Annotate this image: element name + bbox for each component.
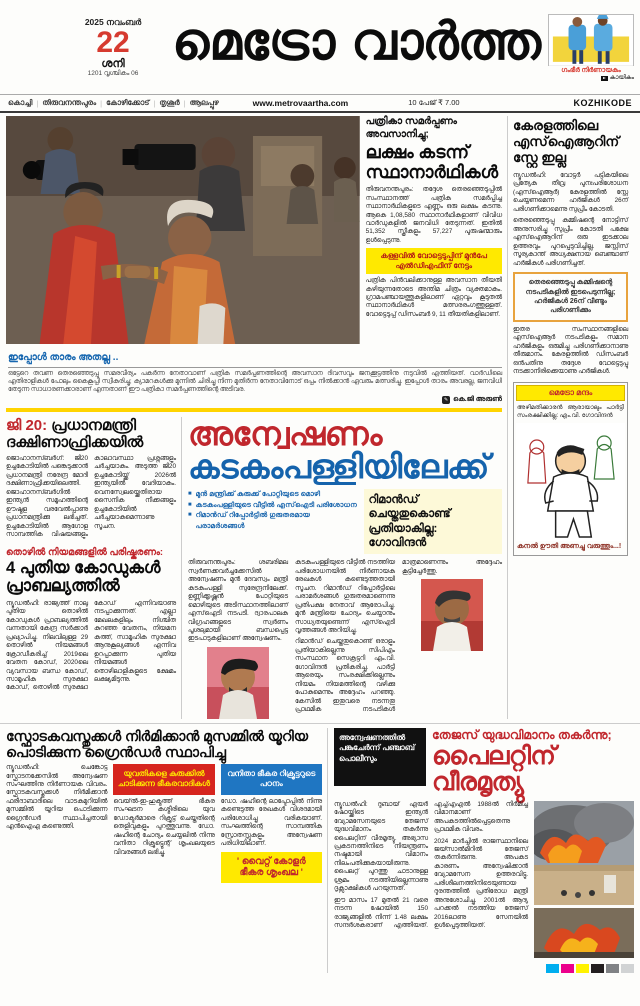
date-weekday: ശനി [101, 57, 125, 70]
promo-video-thumb[interactable] [548, 14, 634, 82]
govindan-portrait-photo [421, 579, 483, 651]
promo-caption: ഗംഭീർ നിർണായകം [561, 67, 621, 74]
reg-mark-lightgray [621, 964, 634, 973]
investigation-bullet-list [188, 489, 358, 555]
nav-city-tvm: തിരുവനന്തപുരം [42, 98, 97, 107]
sir-body-paragraph-3: ഇതര സംസ്ഥാനങ്ങളിലെ എസ്ഐആർ നടപടികളും സമാന ഹർജികളും ഒരുമിച്ചു പരിഗണിക്കാനാണു തീരുമാനം. കേരളത്തിൽ ഡിസംബർ ഒൻപതിനു തദ്ദേശ വോട്ടെടുപ്പു നടക്കാനിരിക്കെയാണു ഹർജികൾ. [513, 325, 628, 376]
bullet-item [188, 510, 358, 531]
g20-kicker: ജി 20: [6, 416, 48, 434]
cartoon-caption-top: അഴിമതിക്കാരൻ ആരായാലും പാർട്ടി സംരക്ഷിക്കില്ല: എം.വി. ഗോവിന്ദൻ [517, 403, 624, 419]
bullet-square-icon: ■ [188, 512, 192, 519]
divider: | [36, 98, 39, 108]
reg-mark-gray [606, 964, 619, 973]
sir-body [513, 172, 628, 269]
lead-kicker: പത്രികാ സമർപ്പണം അവസാനിച്ചു; [365, 116, 457, 140]
bullet-square-icon: ■ [188, 501, 192, 508]
cartoon-box [513, 382, 628, 556]
tejas-crash-story [328, 728, 634, 973]
g20-headline-rest: പ്രധാനമന്ത്രി ദക്ഷിണാഫ്രിക്കയിൽ [6, 416, 144, 451]
lead-photo-nomination-scene [6, 116, 360, 344]
commentary-byline [8, 396, 502, 404]
tejas-body-paragraph-1: ന്യൂഡൽഹി: ദുബായ് എയർ ഷോയ്ക്കിടെ ഇന്ത്യൻ വ്യോമസേനയുടെ തേജസ് യുദ്ധവിമാനം തകർന്നു പൈലറ്റിന് വീരമൃത്യു. അഭ്യാസ പ്രകടനത്തിനിടെ നിയന്ത്രണം നഷ്ടമായി വിമാനം നിലംപതിക്കുകയായിരുന്നു. പൈലറ്റ് പുറത്തു ചാടാനുള്ള ശ്രമം നടത്തിയില്ലെന്നാണു ദൃക്സാക്ഷികൾ പറയുന്നത്. [334, 800, 428, 893]
reg-mark-yellow [576, 964, 589, 973]
blast-body-paragraph-3: ഡോ. ഷഹീന്റെ ലാപ്ടോപ്പിൽ നിന്നു കണ്ടെടുത്ത രേഖകൾ വിശദമായി പരിശോധിച്ചു വരികയാണ്. സംഘത്തിന്റെ സാമ്പത്തിക സ്രോതസ്സുകളും അന്വേഷണ പരിധിയിലാണ്. [220, 797, 322, 848]
blast-body-column-3 [221, 764, 322, 886]
lead-highlight-box: കള്ളവിൽ വോട്ടെടുപ്പിന് മുൻപേ എൽഡിഎഫിന് നേട്ടം [366, 248, 502, 274]
dateline-block [62, 10, 164, 78]
date-month: 2025 നവംബർ [84, 17, 142, 27]
commentary-body: ഒട്ടേറെ തവണ തെരഞ്ഞെടുപ്പു സമരവീര്യം പകർന്ന നേതാവാണ് പത്രിക സമർപ്പണത്തിന്റെ അവസാന ദിവസവും ജനക്കൂട്ടത്തിനു നടുവിൽ എത്തിയത്. വാർഡിലെ എതിരാളികൾ പോലും കൈകൂപ്പി സ്വീകരിച്ചു; ക്യാമറകൾക്കു മുന്നിൽ ചിരിച്ചു നിന്ന മുതിർന്ന നേതാവിനോട് ഒപ്പം നിൽക്കാൻ ഏവരും മത്സരിച്ചു. ഇപ്പോൾ താരം അവരല്ല, ജനവിധി തേടുന്ന സാധാരണക്കാരാണ് എന്നതാണ് ഈ പത്രികാ സമർപ്പണത്തിന്റെ അടിവര. [8, 370, 502, 394]
blast-story [6, 728, 328, 973]
investigation-story [182, 414, 502, 719]
crash-fire-photo-2 [534, 908, 634, 958]
divider: | [100, 98, 103, 108]
investigation-headline-line1: അന്വേഷണം [188, 414, 382, 452]
lead-body-paragraph-1: തിരുവനന്തപുരം: തദ്ദേശ തെരഞ്ഞെടുപ്പിൽ സംസ്ഥാനത്ത് പത്രിക സമർപ്പിച്ച സ്ഥാനാർഥികളുടെ എണ്ണം ഒരു ലക്ഷം കടന്നു. ആകെ 1,08,580 സ്ഥാനാർഥികളാണ് വിവിധ വാർഡുകളിൽ ജനവിധി തേടുന്നത്. ഇതിൽ 51,352 സ്ത്രീകളും 57,227 പുരുഷന്മാരും ഉൾപ്പെടുന്നു. [365, 186, 502, 244]
lead-headline: ലക്ഷം കടന്ന് സ്ഥാനാർഥികൾ [365, 142, 499, 182]
nav-city-kochi: കൊച്ചി [8, 98, 33, 107]
blast-body-paragraph-2: വെയ്ൽ-ഇ-ഹുക്മത്ത് ഭീകര സംഘടന കശ്മീരിലെ യുവ ഡോക്ടർമാരെ റിക്രൂട്ട് ചെയ്തതിന്റെ തെളിവുകളും പുറത്തുവന്നു. ഡോ. ഷഹീന്റെ ചോദ്യം ചെയ്യലിൽ നിന്നു വനിതാ റിക്രൂട്ട്മെന്റ് ശൃംഖലയുടെ വിവരങ്ങൾ ലഭിച്ചു. [113, 797, 215, 856]
g20-headline [6, 417, 176, 452]
labour-kicker: തൊഴിൽ നിയമങ്ങളിൽ പരിഷ്കരണം: [6, 546, 164, 558]
crash-photo-column [534, 801, 634, 973]
crash-fire-photo-1 [534, 801, 634, 905]
sir-quote-box: തെരഞ്ഞെടുപ്പു കമ്മിഷന്റെ നടപടികളിൽ ഇടപെടുന്നില്ല; ഹർജികൾ 26ന് വീണ്ടും പരിഗണിക്കും [513, 272, 628, 322]
blast-red-highlight-box: യുവതികളെ കുരുക്കിൽ ചാടിക്കുന്ന ഭീകരവാദികൾ [113, 764, 214, 795]
divider [8, 367, 502, 368]
divider: | [153, 98, 156, 108]
tejas-body-paragraph-3: 2024 മാർച്ചിൽ രാജസ്ഥാനിലെ ജയ്സാൽമീറിൽ തേജസ് തകർന്നിരുന്നു. അപകട കാരണം അന്വേഷിക്കാൻ വ്യോമസേന ഉത്തരവിട്ടു. പരിശീലനത്തിനിടെയുണ്ടായ ദുരന്തത്തിൽ പ്രതിരോധ മന്ത്രി അനുശോചിച്ചു. 2001ൽ ആദ്യ പറക്കൽ നടത്തിയ തേജസ് 2016ലാണു സേനയിൽ ഉൾപ്പെടുത്തിയത്. [434, 837, 528, 930]
bullet-text: റിമാൻഡ് റിപ്പോർട്ടിൽ ഗുരുതരമായ പരാമർശങ്ങൾ [195, 510, 310, 530]
labour-codes-story [6, 547, 176, 693]
author-icon: ✎ [443, 396, 449, 403]
left-stories-column [6, 417, 182, 719]
sir-body-paragraph-2: തെരഞ്ഞെടുപ്പു കമ്മിഷന്റെ നോട്ടിസ് അനുസരിച്ചു സുപ്രീം കോടതി പക്ഷേ എസ്ഐആറിന് ഒരു ഇടക്കാല ഉത്തരവും പുറപ്പെടുവിച്ചില്ല. ജസ്റ്റിസ് സൂര്യകാന്ത് അധ്യക്ഷനായ ബെഞ്ചാണ് ഹർജികൾ പരിഗണിച്ചത്. [513, 217, 628, 267]
cartoon-illustration [516, 423, 625, 541]
masthead-header [0, 0, 640, 94]
bullet-square-icon: ■ [188, 490, 192, 497]
blast-body-column-1 [6, 764, 107, 886]
sir-body-paragraph-1: ന്യൂഡൽഹി: വോട്ടർ പട്ടികയിലെ പ്രത്യേക തീവ്ര പുനഃപരിശോധന (എസ്ഐആർ) കേരളത്തിൽ സ്റ്റേ ചെയ്യണമെന്ന ഹർജികൾ 26ന് പരിഗണിക്കാമെന്നു സുപ്രീം കോടതി. [513, 171, 628, 213]
blast-body-column-2 [113, 764, 214, 886]
commentary-strip [6, 347, 502, 404]
date-era: 1201 വൃശ്ചികം 06 [87, 70, 139, 78]
edition-cities [8, 98, 219, 108]
investigation-body-paragraph-1: തിരുവനന്തപുരം: ശബരിമല സ്വർണക്കവർച്ചക്കേസിൽ അന്വേഷണം മുൻ ദേവസ്വം മന്ത്രി കടകംപള്ളി സുരേന്ദ്രനിലേക്ക്. ഉണ്ണിക്കൃഷ്ണൻ പോറ്റിയുടെ മൊഴിയുടെ അടിസ്ഥാനത്തിലാണ് എസ്ഐടി നടപടി. ദ്വാരപാലക വിഗ്രഹങ്ങളുടെ സ്വർണം പൂശലുമായി ബന്ധപ്പെട്ട ഇടപാടുകളിലാണ് അന്വേഷണം. [188, 559, 288, 643]
bullet-text: കടകംപള്ളിയുടെ വീട്ടിൽ എസ്ഐടി പരിശോധന [195, 499, 357, 509]
kadakampally-portrait-photo [207, 647, 269, 719]
lead-story-column [360, 116, 502, 344]
commentary-author: കെ.ജി അരുൺ [453, 395, 502, 403]
promo-tag [548, 75, 634, 82]
white-collar-quote-box: ' വൈറ്റ് കോളർ ഭീകര ശൃംഖല ' [221, 852, 322, 884]
cartoon-caption-bottom: കനൽ ഊതി അണച്ചു വരുത്തും...! [517, 542, 622, 550]
investigation-body [188, 559, 502, 719]
right-sidebar [508, 116, 628, 719]
play-icon [601, 76, 608, 81]
blast-headline: സ്ഫോടകവസ്തുക്കൾ നിർമിക്കാൻ മുസമ്മിൽ യൂറിയ പൊടിക്കുന്ന ഗ്രൈൻഡർ സ്ഥാപിച്ചു [6, 727, 309, 760]
reg-mark-cyan [546, 964, 559, 973]
cartoon-title: മെട്രോ മന്ദം [516, 385, 625, 401]
nav-city-alappuzha: ആലപ്പുഴ [189, 98, 219, 107]
masthead-title: മെട്രോ വാർത്ത [172, 12, 540, 72]
lead-story [6, 116, 502, 344]
bullet-item [188, 489, 358, 500]
promo-tag-label: കായികം [609, 74, 634, 81]
main-content-column [6, 116, 508, 719]
price-label: 10 പേജ് ₹ 7.00 [408, 98, 460, 107]
labour-body: ന്യൂഡൽഹി: രാജ്യത്ത് നാലു പുതിയ തൊഴിൽ കോഡുകൾ പ്രാബല്യത്തിൽ വന്നതായി കേന്ദ്ര സർക്കാർ പ്രഖ്യാപിച്ചു. നിലവിലുള്ള 29 തൊഴിൽ നിയമങ്ങൾ ക്രോഡീകരിച്ച് 2019ലെ വേതന കോഡ്, 2020ലെ വ്യവസായ ബന്ധ കോഡ്, സാമൂഹിക സുരക്ഷാ കോഡ്, തൊഴിൽ സുരക്ഷാ കോഡ് എന്നിവയാണു നടപ്പാക്കുന്നത്. എല്ലാ മേഖലകളിലും നിശ്ചിത കുറഞ്ഞ വേതനം, നിയമന കത്ത്, സാമൂഹിക സുരക്ഷാ ആനുകൂല്യങ്ങൾ എന്നിവ ഉറപ്പാക്കുന്ന പുതിയ നിയമങ്ങൾ തൊഴിലാളികളുടെ ക്ഷേമം ലക്ഷ്യമിടുന്നു. [6, 599, 176, 692]
print-registration-marks [534, 964, 634, 973]
commentary-title: ഇപ്പോൾ താരം അതല്ല .. [8, 352, 119, 363]
nav-city-kozhikode: കോഴിക്കോട് [106, 98, 150, 107]
punjab-police-black-box: അന്വേഷണത്തിൽ പങ്കുചേർന്ന് പഞ്ചാബ് പൊലീസും [334, 728, 426, 786]
sir-body-continued [513, 326, 628, 377]
yellow-section-rule [6, 408, 502, 412]
reg-mark-magenta [561, 964, 574, 973]
lead-body-paragraph-2: പത്രിക പിൻവലിക്കാനുള്ള അവസാന തീയതി കഴിയുന്നതോടെ അന്തിമ ചിത്രം വ്യക്തമാകും. ഗ്രാമപഞ്ചായത്തുകളിലാണ് ഏറ്റവും കൂടുതൽ സ്ഥാനാർഥികൾ മത്സരരംഗത്തുള്ളത്. വോട്ടെടുപ്പ് ഡിസംബർ 9, 11 തീയതികളിലാണ്. [365, 277, 502, 318]
tejas-kicker: തേജസ് യുദ്ധവിമാനം തകർന്നു; [432, 727, 612, 742]
divider: | [183, 98, 186, 108]
nav-city-thrissur: തൃശൂർ [159, 98, 180, 107]
investigation-headline [188, 414, 502, 486]
investigation-body-paragraph-2: കടകംപള്ളിയുടെ വീട്ടിൽ നടത്തിയ പരിശോധനയിൽ നിർണായക രേഖകൾ കണ്ടെടുത്തതായി സൂചന. റിമാൻഡ് റിപ്പോർട്ടിലെ പരാമർശങ്ങൾ ഗുരുതരമാണെന്നു പ്രതിപക്ഷ നേതാവ് ആരോപിച്ചു. മുൻ മന്ത്രിയെ ചോദ്യം ചെയ്യാനും സാധ്യതയുണ്ടെന്ന് എസ്ഐടി വൃത്തങ്ങൾ അറിയിച്ചു. [295, 559, 395, 634]
g20-story [6, 417, 176, 540]
sir-headline: കേരളത്തിലെ എസ്ഐആറിന് സ്റ്റേ ഇല്ല [513, 118, 620, 166]
edition-label: KOZHIKODE [573, 98, 632, 108]
bullet-item [188, 500, 358, 511]
nav-bar [0, 94, 640, 113]
lead-body [366, 186, 502, 319]
tejas-headline: പൈലറ്റിന് വീരമൃത്യു [432, 742, 556, 797]
tejas-body [334, 801, 528, 973]
cricket-promo-image[interactable] [548, 14, 634, 66]
reg-mark-black [591, 964, 604, 973]
govindan-quote-box: റിമാൻഡ് ചെയ്തതുകൊണ്ട് പ്രതിയാകില്ല: ഗോവിന്ദൻ [364, 489, 502, 555]
blast-blue-highlight-box: വനിതാ ഭീകര റിക്രൂട്ടറുടെ പഠനം [221, 764, 322, 795]
blast-body-paragraph-1: ന്യൂഡൽഹി: ചെങ്കോട്ട സ്ഫോടനക്കേസിൽ അന്വേഷണ സംഘത്തിനു നിർണായക വിവരം. സ്ഫോടകവസ്തുക്കൾ നിർമിക്കാൻ ഫരീദാബാദിലെ വാടകമുറിയിൽ മുസമ്മിൽ യൂറിയ പൊടിക്കുന്ന ഗ്രൈൻഡർ സ്ഥാപിച്ചതായി എൻഐഎ കണ്ടെത്തി. [6, 764, 108, 831]
tejas-body-paragraph-2: ഈ മാസം 17 മുതൽ 21 വരെ നടന്ന ഷോയിൽ 150 രാജ്യങ്ങളിൽ നിന്ന് 1.48 ലക്ഷം സന്ദർശകരാണ് എത്തിയത്. എച്ച്എഎൽ 1988ൽ നിർമിച്ച വിമാനമാണ് അപകടത്തിൽപ്പെട്ടതെന്നു പ്രാഥമിക വിവരം. [334, 800, 528, 930]
website-link[interactable]: www.metrovaartha.com [252, 98, 349, 108]
g20-body: ജൊഹാനസ്ബർഗ്: ജി20 ഉച്ചകോടിയിൽ പങ്കെടുക്കാൻ പ്രധാനമന്ത്രി നരേന്ദ്ര മോദി ദക്ഷിണാഫ്രിക്കയിലെത്തി. ജൊഹാനസ്ബർഗിൽ ഇന്ത്യൻ സമൂഹത്തിന്റെ ഊഷ്മള വരവേൽപ്പാണു പ്രധാനമന്ത്രിക്കു ലഭിച്ചത്. ഉച്ചകോടിയിൽ ആഗോള സാമ്പത്തിക വിഷയങ്ങളും കാലാവസ്ഥാ പ്രശ്നങ്ങളും ചർച്ചയാകും. അടുത്ത ജി20 ഉച്ചകോടിയ്ക്ക് 2026ൽ ഇന്ത്യയിൽ വേദിയാകും. വെനസ്വേലയ്ക്കെതിരായ സൈനിക നീക്കങ്ങളും ഉച്ചകോടിയിൽ ചർച്ചയാകുമെന്നാണു സൂചന. [6, 455, 176, 539]
labour-headline: 4 പുതിയ കോഡുകൾ പ്രാബല്യത്തിൽ [6, 558, 161, 596]
bullet-text: മുൻ മന്ത്രിക്ക് കുരുക്ക് പോറ്റിയുടെ മൊഴി [195, 488, 321, 498]
date-day: 22 [96, 25, 130, 59]
investigation-headline-line2: കടകംപള്ളിയിലേക്ക് [188, 448, 489, 486]
investigation-body-paragraph-3: റിമാൻഡ് ചെയ്തതുകൊണ്ട് ഒരാളും പ്രതിയാകില്ലെന്നു സിപിഎം സംസ്ഥാന സെക്രട്ടറി എം.വി. ഗോവിന്ദൻ പ്രതികരിച്ചു. പാർട്ടി ആരെയും സംരക്ഷിക്കില്ലെന്നും നിയമം നിയമത്തിന്റെ വഴിക്കു പോകുമെന്നും അദ്ദേഹം പറഞ്ഞു. കേസിൽ ഇതുവരെ നടന്നതു പ്രാഥമിക നടപടികൾ മാത്രമാണെന്നും അദ്ദേഹം കൂട്ടിച്ചേർത്തു. [295, 559, 502, 714]
